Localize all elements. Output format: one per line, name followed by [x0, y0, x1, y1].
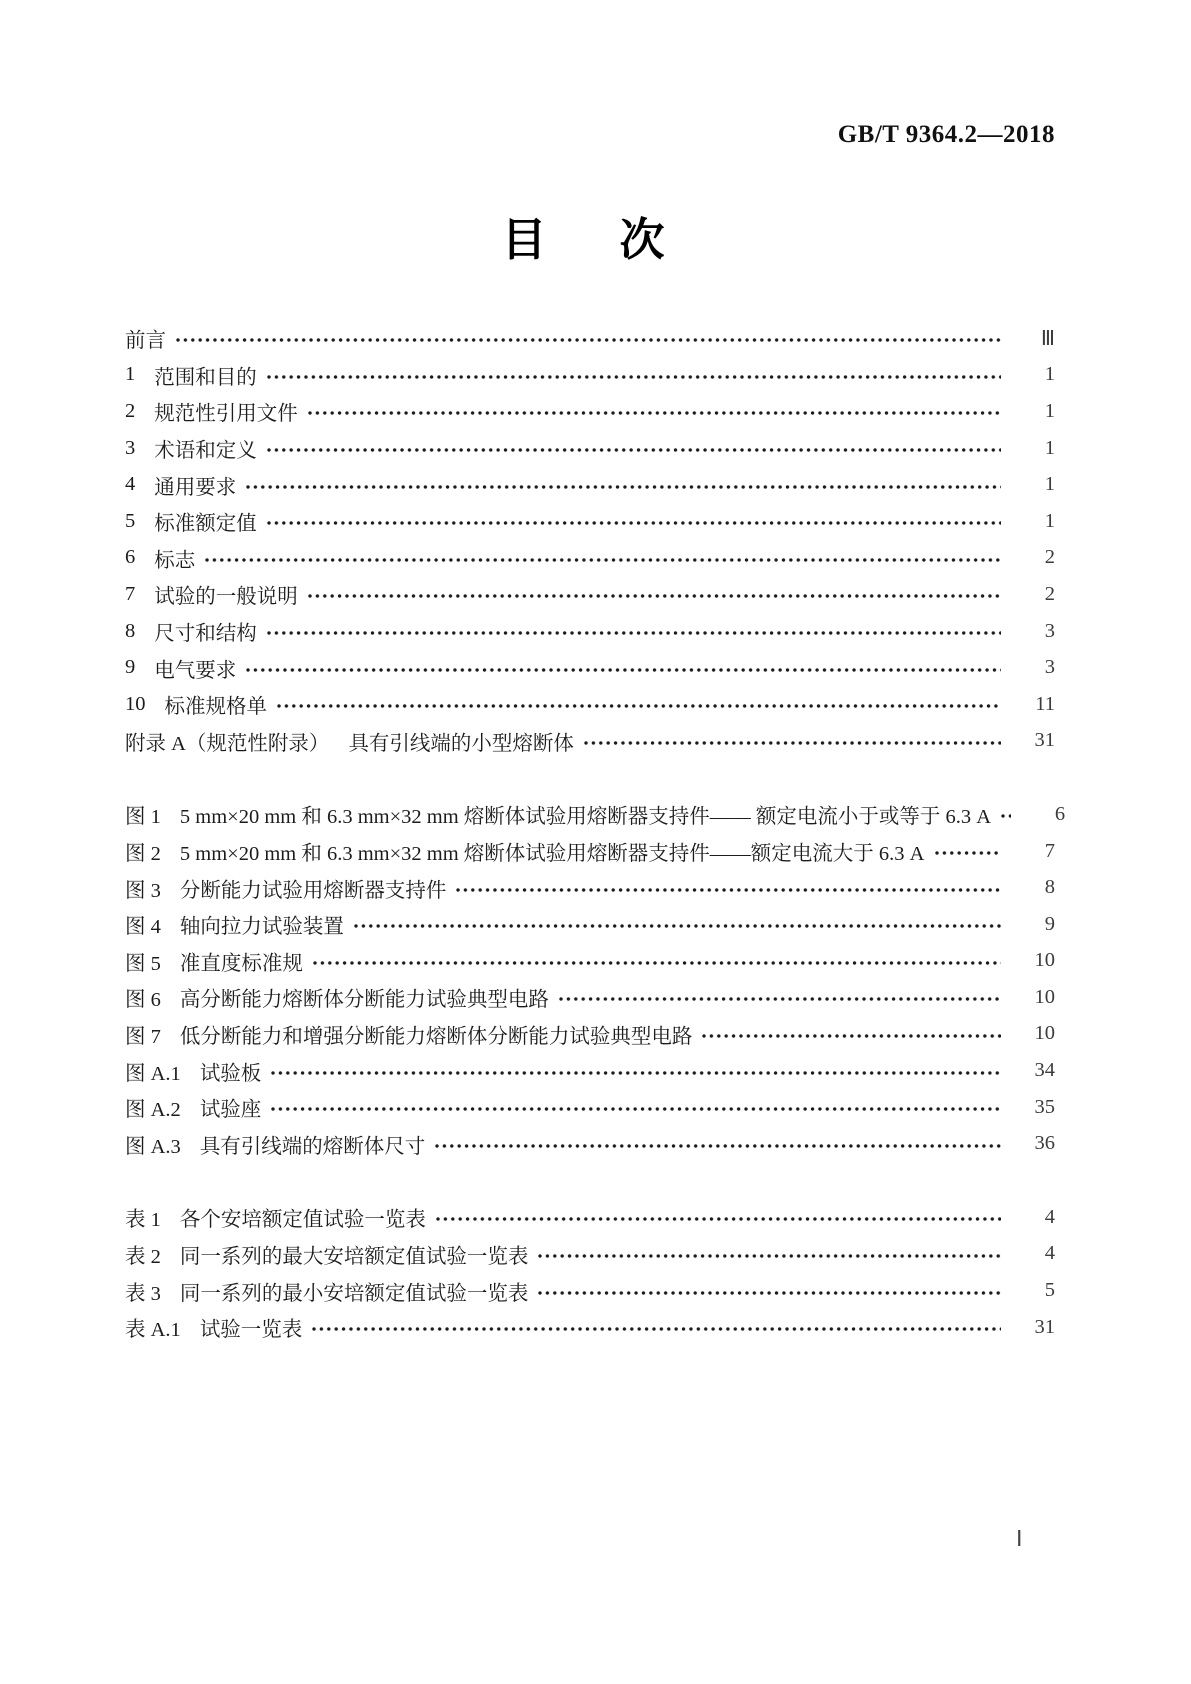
- toc-entry-title: 范围和目的: [154, 366, 257, 389]
- toc-entry-title: 高分断能力熔断体分断能力试验典型电路: [179, 989, 549, 1012]
- toc-entry-title: 试验座: [199, 1099, 262, 1122]
- toc-entry-page: 1: [1044, 436, 1055, 459]
- toc-entry-title: 分断能力试验用熔断器支持件: [179, 879, 447, 902]
- toc-entry-page: 5: [1044, 1279, 1055, 1302]
- toc-entry-number: 表 A.1: [125, 1319, 181, 1342]
- toc-entry-title: 5 mm×20 mm 和 6.3 mm×32 mm 熔断体试验用熔断器支持件——额定电流大于 6.3 A: [179, 843, 925, 866]
- toc-entry-page: 6: [1054, 802, 1066, 825]
- toc-entry-number: 图 5: [125, 952, 161, 975]
- page-title: 目 次: [501, 214, 679, 265]
- toc-entry-title: 标准额定值: [154, 513, 257, 536]
- toc-entry-number: 表 3: [125, 1282, 161, 1305]
- toc-entry-page: 10: [1034, 985, 1055, 1008]
- toc-entry-number: 附录 A（规范性附录）: [125, 732, 330, 755]
- toc-entry-number: 7: [125, 582, 136, 605]
- toc-entry-title: 标志: [154, 549, 196, 572]
- dot-leader-icon: [436, 1217, 1001, 1221]
- dot-leader-icon: [308, 411, 1001, 415]
- toc-entry-page: 10: [1034, 1022, 1055, 1045]
- toc-entry-number: 图 4: [125, 916, 161, 939]
- toc-entry-title: 同一系列的最小安培额定值试验一览表: [179, 1282, 529, 1305]
- toc-entry-number: 图 A.3: [125, 1135, 181, 1158]
- toc-entry-page: 4: [1044, 1205, 1055, 1228]
- toc-entry: [125, 1199, 1055, 1236]
- toc-entry-number: 图 1: [125, 806, 161, 829]
- toc-entry-title: 低分断能力和增强分断能力熔断体分断能力试验典型电路: [179, 1025, 693, 1048]
- dot-leader-icon: [354, 924, 1001, 928]
- toc-entry-page: 31: [1034, 1315, 1055, 1338]
- toc-entry-page: Ⅲ: [1040, 327, 1055, 350]
- dot-leader-icon: [277, 704, 1001, 708]
- toc-entry-number: 图 A.1: [125, 1062, 181, 1085]
- toc-entry-page: 4: [1044, 1242, 1055, 1265]
- toc-entry-page: 3: [1044, 656, 1055, 679]
- dot-leader-icon: [267, 448, 1001, 452]
- dot-leader-icon: [271, 1107, 1001, 1111]
- toc-entry: [125, 357, 1055, 394]
- toc-entry-page: 1: [1044, 363, 1055, 386]
- toc-entry: [125, 1052, 1055, 1089]
- toc-entry-title: 尺寸和结构: [154, 623, 257, 646]
- dot-leader-icon: [702, 1034, 1001, 1038]
- toc-entry: [125, 320, 1055, 357]
- toc-entry-page: 7: [1044, 839, 1055, 862]
- dot-leader-icon: [246, 668, 1001, 672]
- toc-group-sections: [125, 320, 1055, 759]
- toc-entry-number: 图 A.2: [125, 1099, 181, 1122]
- toc-group-figures: [125, 796, 1066, 1162]
- dot-leader-icon: [313, 961, 1001, 965]
- toc-entry-number: 8: [125, 619, 136, 642]
- toc-entry-page: 35: [1034, 1095, 1055, 1118]
- toc-entry-title: 同一系列的最大安培额定值试验一览表: [179, 1245, 529, 1268]
- toc-entry-title: 术语和定义: [154, 440, 257, 463]
- toc-entry-page: 1: [1044, 509, 1055, 532]
- toc-entry-number: 5: [125, 509, 136, 532]
- toc-entry: [125, 906, 1055, 943]
- toc-entry: [125, 869, 1055, 906]
- dot-leader-icon: [308, 594, 1001, 598]
- toc-entry: [125, 393, 1055, 430]
- toc-group-tables: [125, 1199, 1055, 1345]
- toc-entry-number: 图 6: [125, 989, 161, 1012]
- toc-entry-title: 标准规格单: [164, 696, 267, 719]
- dot-leader-icon: [176, 338, 1001, 342]
- toc-entry: [125, 430, 1055, 467]
- dot-leader-icon: [267, 521, 1001, 525]
- dot-leader-icon: [435, 1144, 1001, 1148]
- toc-entry: [125, 796, 1066, 833]
- toc-entry-title: 具有引线端的熔断体尺寸: [199, 1135, 426, 1158]
- toc-entry-number: 2: [125, 399, 136, 422]
- toc-entry-title: 试验一览表: [199, 1319, 303, 1342]
- toc-entry-page: 2: [1044, 582, 1055, 605]
- toc-entry-number: 1: [125, 363, 136, 386]
- dot-leader-icon: [246, 485, 1001, 489]
- toc-entry-page: 10: [1034, 949, 1055, 972]
- toc-entry: [125, 686, 1055, 723]
- toc-entry-page: 36: [1034, 1132, 1055, 1155]
- toc-entry-page: 11: [1035, 692, 1055, 715]
- toc-entry-number: 表 1: [125, 1209, 161, 1232]
- dot-leader-icon: [584, 741, 1001, 745]
- table-of-contents: [125, 320, 1066, 1345]
- toc-entry-number: 4: [125, 473, 136, 496]
- toc-entry-title: 试验的一般说明: [154, 586, 298, 609]
- dot-leader-icon: [559, 997, 1001, 1001]
- toc-entry-title: 轴向拉力试验装置: [179, 916, 344, 939]
- toc-entry-title: 准直度标准规: [179, 952, 303, 975]
- toc-entry-title: 前言: [125, 330, 166, 353]
- toc-entry: [125, 943, 1055, 980]
- toc-entry-page: 31: [1034, 729, 1055, 752]
- dot-leader-icon: [538, 1291, 1001, 1295]
- toc-entry: [125, 979, 1055, 1016]
- toc-entry-number: 9: [125, 656, 136, 679]
- toc-entry: [125, 503, 1055, 540]
- toc-entry: [125, 649, 1055, 686]
- dot-leader-icon: [456, 888, 1001, 892]
- toc-entry-number: 图 7: [125, 1025, 161, 1048]
- footer-page-number: Ⅰ: [1016, 1526, 1023, 1551]
- toc-entry-title: 电气要求: [154, 659, 237, 682]
- toc-entry-number: 图 2: [125, 843, 161, 866]
- toc-entry-page: 1: [1044, 399, 1055, 422]
- toc-entry: [125, 576, 1055, 613]
- toc-entry-number: 表 2: [125, 1245, 161, 1268]
- toc-entry: [125, 466, 1055, 503]
- toc-entry-title: 通用要求: [154, 476, 237, 499]
- dot-leader-icon: [267, 375, 1001, 379]
- dot-leader-icon: [538, 1254, 1001, 1258]
- dot-leader-icon: [1001, 814, 1011, 818]
- toc-entry-page: 3: [1044, 619, 1055, 642]
- toc-entry: [125, 540, 1055, 577]
- toc-entry: [125, 833, 1055, 870]
- dot-leader-icon: [935, 851, 1002, 855]
- toc-entry: [125, 1236, 1055, 1273]
- toc-entry-page: 1: [1044, 473, 1055, 496]
- toc-entry-number: 3: [125, 436, 136, 459]
- toc-entry-title: 5 mm×20 mm 和 6.3 mm×32 mm 熔断体试验用熔断器支持件—— 额定电流小于或等于 6.3 A: [179, 806, 992, 829]
- toc-entry-title: 各个安培额定值试验一览表: [179, 1209, 426, 1232]
- toc-entry-number: 图 3: [125, 879, 161, 902]
- toc-entry-page: 34: [1034, 1059, 1055, 1082]
- toc-entry: [125, 613, 1055, 650]
- toc-entry-number: 6: [125, 546, 136, 569]
- toc-entry: [125, 1125, 1055, 1162]
- dot-leader-icon: [205, 558, 1001, 562]
- toc-entry: [125, 1309, 1055, 1346]
- toc-entry-page: 2: [1044, 546, 1055, 569]
- toc-entry: [125, 1016, 1055, 1053]
- toc-entry-title: 规范性引用文件: [154, 403, 298, 426]
- toc-entry: [125, 1089, 1055, 1126]
- toc-entry: [125, 723, 1055, 760]
- doc-number: GB/T 9364.2—2018: [837, 121, 1055, 148]
- toc-entry-page: 8: [1044, 876, 1055, 899]
- toc-entry-title: 具有引线端的小型熔断体: [348, 732, 574, 755]
- dot-leader-icon: [271, 1071, 1001, 1075]
- toc-entry-page: 9: [1044, 912, 1055, 935]
- toc-entry-number: 10: [125, 692, 146, 715]
- dot-leader-icon: [312, 1327, 1001, 1331]
- dot-leader-icon: [267, 631, 1001, 635]
- toc-entry: [125, 1272, 1055, 1309]
- toc-entry-title: 试验板: [199, 1062, 262, 1085]
